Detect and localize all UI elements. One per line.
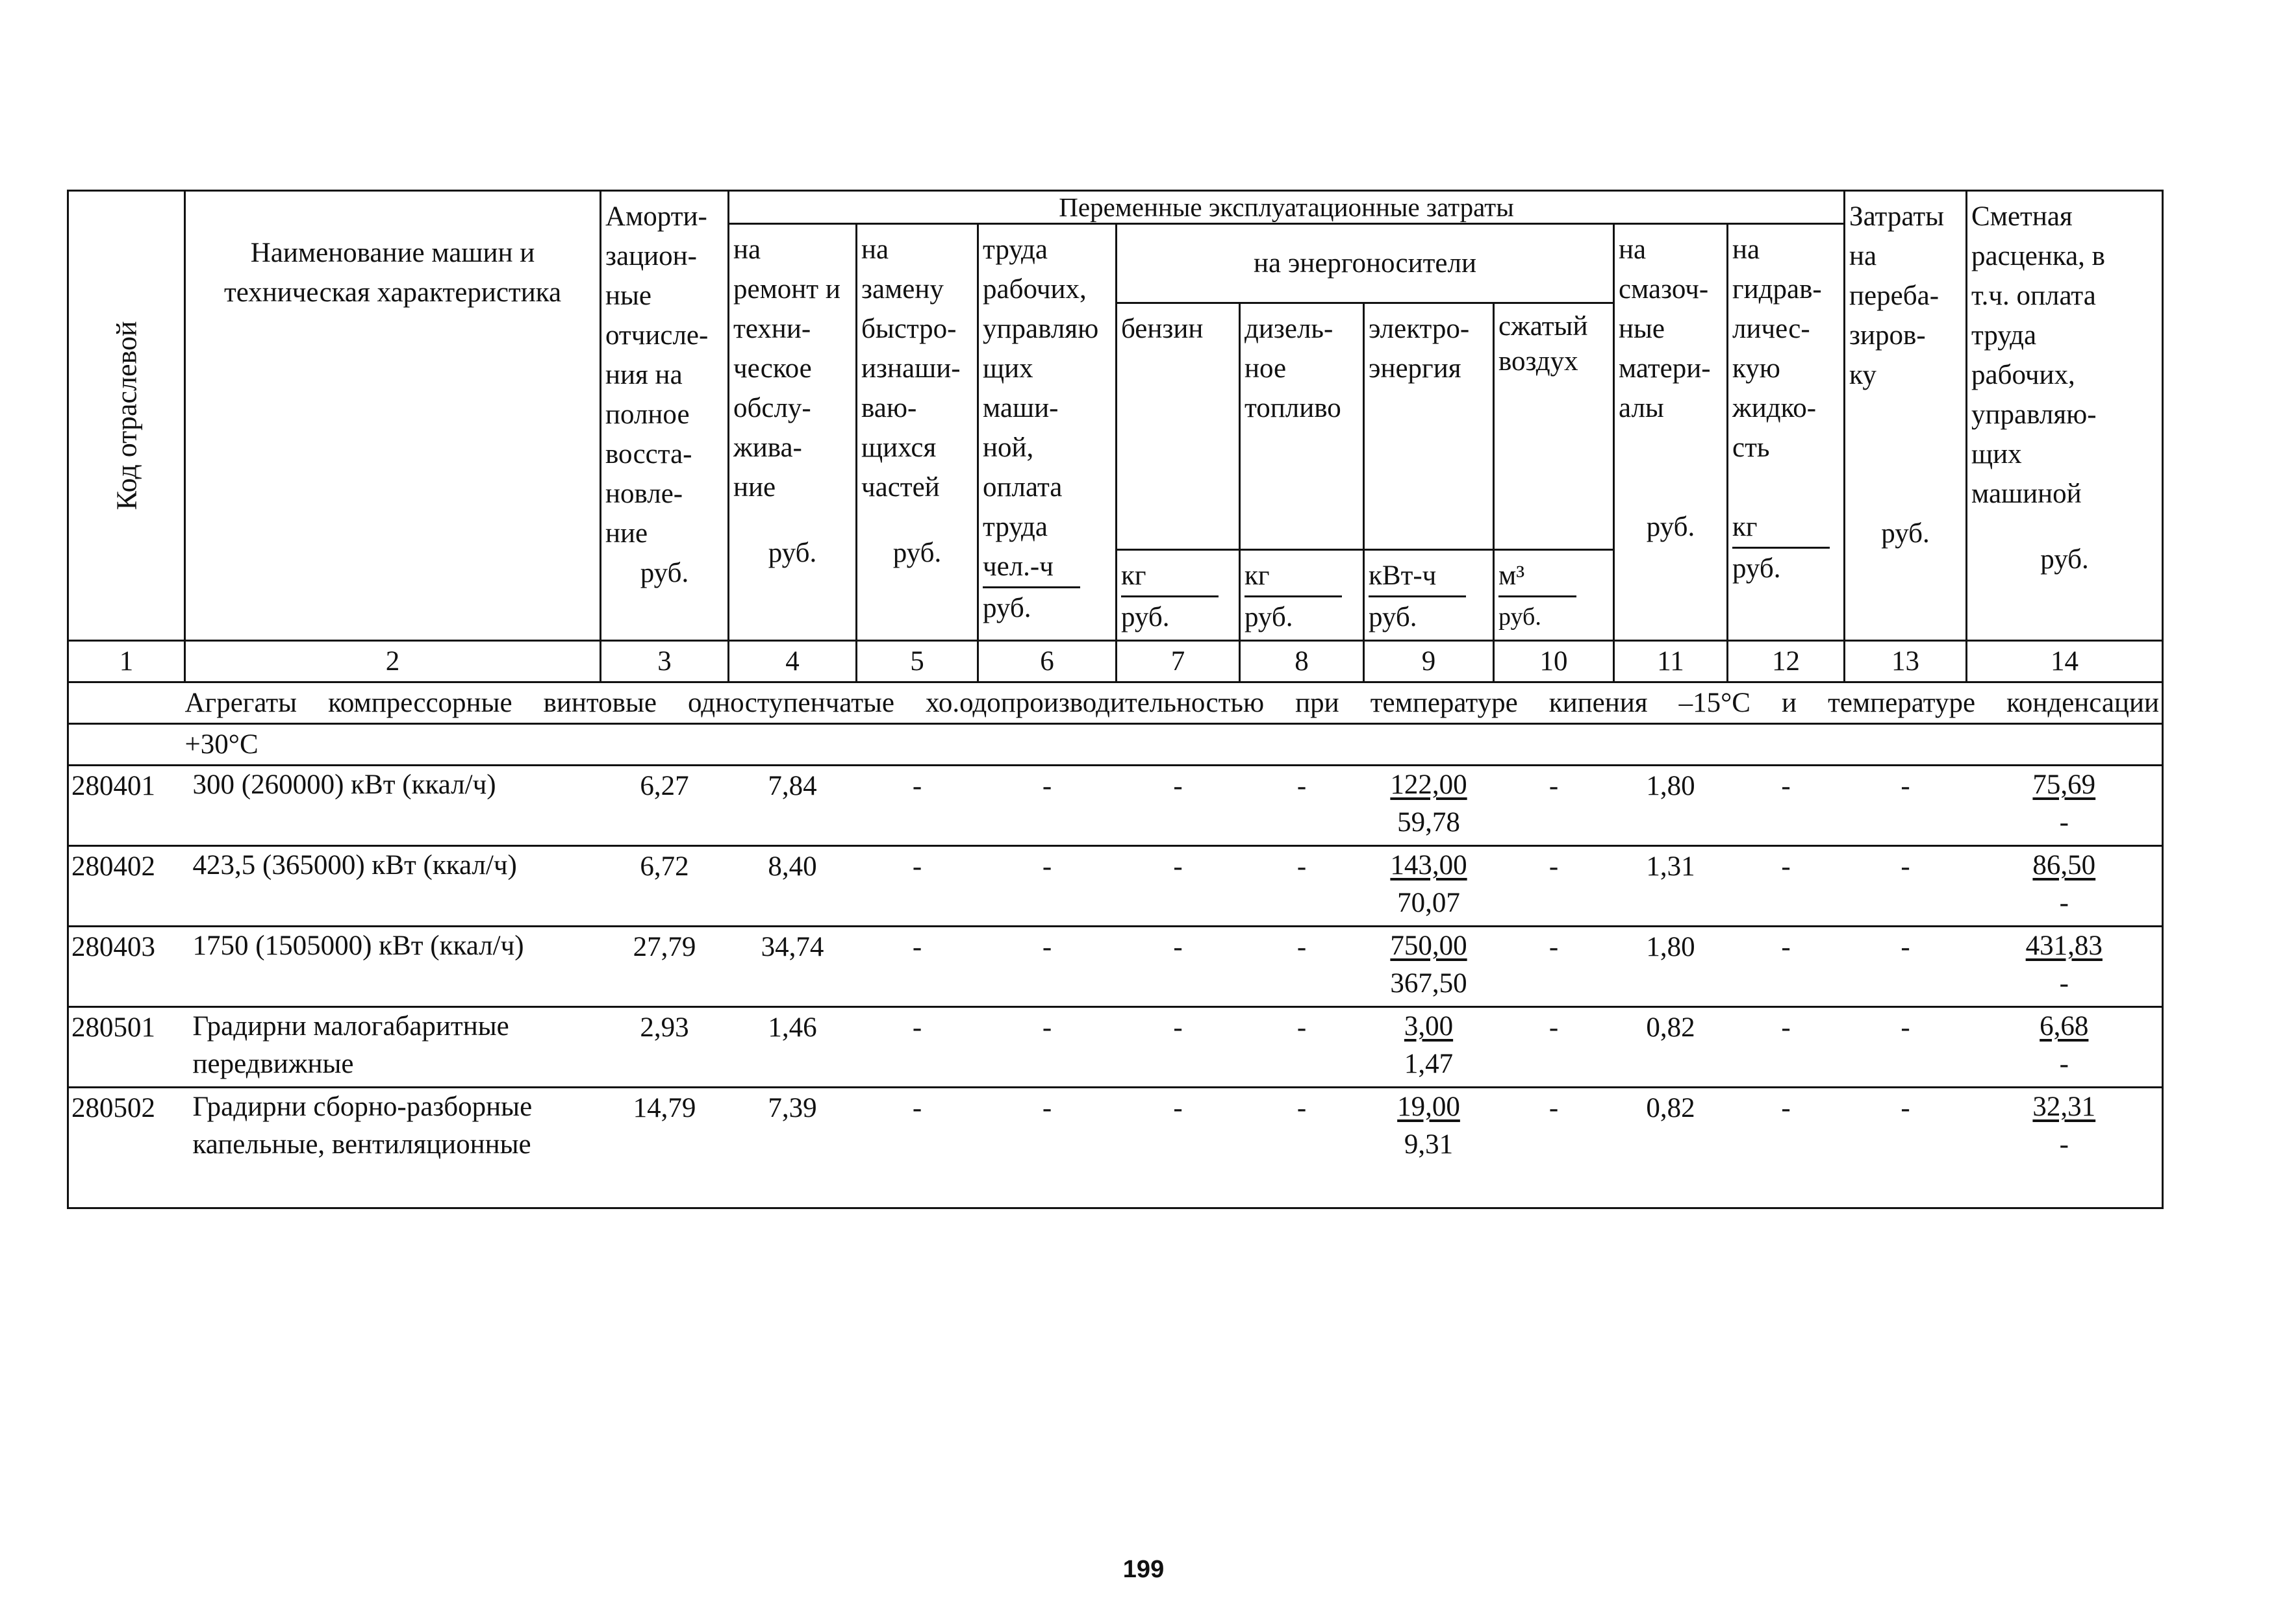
column-number: 13 <box>1845 641 1967 682</box>
header-labor-line: рабочих, <box>983 274 1087 305</box>
row-gasoline: - <box>1117 1088 1240 1208</box>
row-labor: - <box>978 1007 1117 1088</box>
row-name <box>185 1007 601 1088</box>
header-amortization-line: ние <box>605 518 648 549</box>
estimate-fraction <box>2040 1008 2088 1083</box>
row-compressed-air: - <box>1494 766 1614 846</box>
header-compressed-air-unit-top-text: м³ <box>1498 556 1576 597</box>
header-relocation-line: переба- <box>1849 281 1940 311</box>
page-number: 199 <box>1122 1556 1165 1583</box>
header-electricity-unit-bottom: руб. <box>1369 602 1417 632</box>
header-energy-title: на энергоносители <box>1117 224 1614 303</box>
header-repair-line: ремонт и <box>733 274 840 305</box>
header-amortization-line <box>605 355 724 395</box>
header-estimate-line: управляю- <box>1971 399 2097 430</box>
column-number: 8 <box>1240 641 1364 682</box>
group-title-line2: +30°С <box>184 729 259 760</box>
row-repair: 7,39 <box>729 1088 857 1208</box>
row-compressed-air: - <box>1494 846 1614 927</box>
header-gasoline-units <box>1117 550 1240 641</box>
row-amortization: 2,93 <box>601 1007 729 1088</box>
group-title-line1: Агрегаты компрессорные винтовые одноступенчатые хо.одопроизводительностью при температуре кипения –15°С и температуре конденсации <box>184 688 2160 718</box>
header-hydraulic-unit-bottom: руб. <box>1732 553 1781 584</box>
row-labor: - <box>978 927 1117 1007</box>
header-relocation-line: Затраты <box>1849 201 1945 232</box>
header-lubricants-unit: руб. <box>1646 512 1695 542</box>
electricity-kwh: 3,00 <box>1404 1011 1454 1042</box>
row-name-line: передвижные <box>192 1049 354 1079</box>
header-amortization-line: Аморти- <box>605 201 707 232</box>
row-code: 280403 <box>68 927 185 1007</box>
row-name <box>185 927 601 1007</box>
header-labor-unit-top-text: чел.-ч <box>983 547 1080 588</box>
header-name-line: техническая характеристика <box>223 277 562 308</box>
header-repair-line: на <box>733 234 761 265</box>
row-parts: - <box>857 1007 978 1088</box>
row-code: 280401 <box>68 766 185 846</box>
table-row <box>68 766 2163 846</box>
header-relocation-cell <box>1845 191 1967 641</box>
electricity-fraction <box>1390 847 1467 922</box>
header-repair-line: ческое <box>733 353 812 384</box>
row-parts: - <box>857 766 978 846</box>
header-amortization-unit: руб. <box>640 558 689 588</box>
row-lubricants: 1,80 <box>1614 927 1728 1007</box>
header-labor-line: маши- <box>983 393 1059 423</box>
machine-cost-table <box>67 190 2164 1209</box>
row-amortization: 6,72 <box>601 846 729 927</box>
row-name-line: 1750 (1505000) кВт (ккал/ч) <box>192 931 524 961</box>
row-amortization: 14,79 <box>601 1088 729 1208</box>
electricity-fraction <box>1390 927 1467 1003</box>
estimate-labor: - <box>2059 1129 2069 1160</box>
estimate-fraction <box>2032 847 2095 922</box>
estimate-labor: - <box>2059 888 2069 918</box>
estimate-total: 32,31 <box>2032 1092 2096 1122</box>
header-lubricants-cell <box>1614 224 1728 641</box>
header-parts-line: частей <box>861 472 940 503</box>
row-gasoline: - <box>1117 846 1240 927</box>
row-compressed-air: - <box>1494 1088 1614 1208</box>
header-amortization-line: полное <box>605 399 690 430</box>
estimate-labor: - <box>2059 807 2069 838</box>
header-hydraulic-unit-top-text: кг <box>1732 507 1830 549</box>
header-labor-line: оплата <box>983 472 1063 503</box>
row-electricity <box>1364 1088 1494 1208</box>
header-gasoline-cell <box>1117 303 1240 550</box>
header-relocation-line: ку <box>1849 360 1876 390</box>
header-compressed-air-unit-top <box>1498 556 1609 597</box>
electricity-rub: 1,47 <box>1404 1049 1454 1079</box>
header-gasoline-unit-bottom: руб. <box>1121 602 1170 632</box>
table-row <box>68 927 2163 1007</box>
row-relocation: - <box>1845 1088 1967 1208</box>
estimate-labor: - <box>2059 1049 2069 1079</box>
header-electricity-unit-top <box>1369 556 1489 597</box>
estimate-fraction <box>2026 927 2103 1003</box>
header-diesel-units <box>1240 550 1364 641</box>
row-electricity <box>1364 927 1494 1007</box>
header-relocation-line: на <box>1849 241 1877 271</box>
header-repair-line: обслу- <box>733 393 811 423</box>
row-hydraulic: - <box>1728 1007 1845 1088</box>
header-electricity-line: энергия <box>1369 353 1461 384</box>
header-name-cell <box>185 191 601 641</box>
column-number: 7 <box>1117 641 1240 682</box>
estimate-total: 75,69 <box>2032 769 2096 800</box>
header-compressed-air-line: сжатый <box>1498 311 1588 342</box>
estimate-labor: - <box>2059 968 2069 999</box>
row-estimate <box>1967 766 2163 846</box>
estimate-total: 6,68 <box>2040 1011 2089 1042</box>
row-diesel: - <box>1240 927 1364 1007</box>
row-compressed-air: - <box>1494 1007 1614 1088</box>
row-code: 280402 <box>68 846 185 927</box>
row-hydraulic: - <box>1728 766 1845 846</box>
header-gasoline-line: бензин <box>1121 314 1204 344</box>
group-header-spacer <box>68 682 185 724</box>
header-labor-line: труда <box>983 234 1048 265</box>
electricity-rub: 367,50 <box>1390 968 1467 999</box>
electricity-kwh: 750,00 <box>1390 931 1467 961</box>
column-number: 14 <box>1967 641 2163 682</box>
header-variable-costs-title: Переменные эксплуатационные затраты <box>729 191 1845 224</box>
row-parts: - <box>857 1088 978 1208</box>
header-parts-line: быстро- <box>861 314 957 344</box>
row-relocation: - <box>1845 766 1967 846</box>
row-hydraulic: - <box>1728 927 1845 1007</box>
row-repair: 8,40 <box>729 846 857 927</box>
header-relocation-line: зиров- <box>1849 320 1926 351</box>
estimate-total: 86,50 <box>2032 850 2096 881</box>
header-estimate-line: расценка, в <box>1971 241 2105 271</box>
row-name <box>185 1088 601 1208</box>
table-row <box>68 1007 2163 1088</box>
header-amortization-line: восста- <box>605 439 692 469</box>
group-header-title <box>185 682 2163 724</box>
header-diesel-line: ное <box>1245 353 1287 384</box>
estimate-total: 431,83 <box>2025 931 2103 961</box>
header-amortization-cell <box>601 191 729 641</box>
header-amortization-line: ные <box>605 281 651 311</box>
row-gasoline: - <box>1117 927 1240 1007</box>
header-estimate-line: щих <box>1971 439 2022 469</box>
row-estimate <box>1967 927 2163 1007</box>
header-gasoline-unit-top <box>1121 556 1235 597</box>
header-amortization-line: новле- <box>605 479 683 509</box>
header-electricity-cell <box>1364 303 1494 550</box>
row-lubricants: 0,82 <box>1614 1088 1728 1208</box>
electricity-kwh: 143,00 <box>1390 850 1467 881</box>
header-repair-unit: руб. <box>768 538 817 568</box>
header-estimate-line: рабочих, <box>1971 360 2075 390</box>
header-estimate-line: труда <box>1971 320 2037 351</box>
header-parts-unit: руб. <box>892 538 942 568</box>
row-electricity <box>1364 766 1494 846</box>
header-parts-line: ваю- <box>861 393 917 423</box>
header-hydraulic-line: сть <box>1732 432 1770 463</box>
header-parts-line: замену <box>861 274 944 305</box>
row-diesel: - <box>1240 766 1364 846</box>
electricity-kwh: 122,00 <box>1390 769 1467 800</box>
header-relocation-unit: руб. <box>1881 518 1930 549</box>
header-parts-line: изнаши- <box>861 353 961 384</box>
column-number: 3 <box>601 641 729 682</box>
column-number: 2 <box>185 641 601 682</box>
column-number: 4 <box>729 641 857 682</box>
header-electricity-units <box>1364 550 1494 641</box>
header-repair-line: жива- <box>733 432 802 463</box>
header-labor-line: управляю <box>983 314 1099 344</box>
header-hydraulic-unit-top <box>1732 507 1839 549</box>
electricity-rub: 59,78 <box>1397 807 1460 838</box>
row-relocation: - <box>1845 846 1967 927</box>
row-repair: 1,46 <box>729 1007 857 1088</box>
header-estimate-line: Сметная <box>1971 201 2073 232</box>
group-header-row <box>68 682 2163 724</box>
row-name-line: Градирни малогабаритные <box>192 1011 509 1042</box>
header-labor-line: ной, <box>983 432 1034 463</box>
header-hydraulic-cell <box>1728 224 1845 641</box>
header-gasoline-unit-top-text: кг <box>1121 556 1219 597</box>
header-hydraulic-line: кую <box>1732 353 1780 384</box>
header-labor-line: щих <box>983 353 1033 384</box>
header-labor-unit-bottom: руб. <box>983 593 1031 623</box>
row-parts: - <box>857 846 978 927</box>
header-compressed-air-line: воздух <box>1498 346 1578 377</box>
header-estimate-unit: руб. <box>2040 544 2089 575</box>
row-labor: - <box>978 1088 1117 1208</box>
header-electricity-line: электро- <box>1369 314 1470 344</box>
estimate-fraction <box>2032 1088 2095 1164</box>
row-amortization: 6,27 <box>601 766 729 846</box>
row-code: 280501 <box>68 1007 185 1088</box>
row-name-line: 423,5 (365000) кВт (ккал/ч) <box>192 850 517 881</box>
header-lubricants-line: алы <box>1619 393 1664 423</box>
row-name-line: 300 (260000) кВт (ккал/ч) <box>192 769 496 800</box>
row-electricity <box>1364 846 1494 927</box>
header-parts-line: на <box>861 234 889 265</box>
group-header-row2 <box>68 724 2163 766</box>
header-labor-line: труда <box>983 512 1048 542</box>
row-estimate <box>1967 1007 2163 1088</box>
header-estimate-line: т.ч. оплата <box>1971 281 2096 311</box>
header-compressed-air-unit-bottom: руб. <box>1498 603 1541 631</box>
column-number: 6 <box>978 641 1117 682</box>
header-repair-line: ние <box>733 472 776 503</box>
column-number: 11 <box>1614 641 1728 682</box>
document-table-area <box>67 190 2162 1209</box>
header-diesel-line: дизель- <box>1245 314 1333 344</box>
row-repair: 7,84 <box>729 766 857 846</box>
column-number: 5 <box>857 641 978 682</box>
header-labor-cell <box>978 224 1117 641</box>
column-number-row <box>68 641 2163 682</box>
electricity-fraction <box>1390 766 1467 842</box>
electricity-rub: 9,31 <box>1404 1129 1454 1160</box>
header-hydraulic-line: на <box>1732 234 1760 265</box>
header-electricity-unit-top-text: кВт-ч <box>1369 556 1466 597</box>
header-lubricants-line: на <box>1619 234 1647 265</box>
row-hydraulic: - <box>1728 1088 1845 1208</box>
row-diesel: - <box>1240 1007 1364 1088</box>
electricity-rub: 70,07 <box>1397 888 1460 918</box>
row-labor: - <box>978 846 1117 927</box>
row-diesel: - <box>1240 1088 1364 1208</box>
header-amortization-line: зацион- <box>605 241 697 271</box>
row-labor: - <box>978 766 1117 846</box>
header-lubricants-line: смазоч- <box>1619 274 1709 305</box>
header-hydraulic-line: жидко- <box>1732 393 1817 423</box>
row-repair: 34,74 <box>729 927 857 1007</box>
header-lubricants-line: ные <box>1619 314 1665 344</box>
electricity-fraction <box>1404 1008 1453 1083</box>
group-header-title2 <box>185 724 2163 766</box>
header-labor-unit-top <box>983 547 1111 588</box>
row-name <box>185 846 601 927</box>
group-header-spacer <box>68 724 185 766</box>
row-hydraulic: - <box>1728 846 1845 927</box>
row-diesel: - <box>1240 846 1364 927</box>
row-relocation: - <box>1845 927 1967 1007</box>
header-lubricants-line: матери- <box>1619 353 1711 384</box>
header-code-cell <box>68 191 185 641</box>
header-diesel-unit-top-text: кг <box>1245 556 1342 597</box>
column-number: 12 <box>1728 641 1845 682</box>
row-name-line: Градирни сборно-разборные <box>192 1092 533 1122</box>
row-amortization: 27,79 <box>601 927 729 1007</box>
table-row <box>68 1088 2163 1208</box>
header-diesel-unit-bottom: руб. <box>1245 602 1293 632</box>
row-compressed-air: - <box>1494 927 1614 1007</box>
row-relocation: - <box>1845 1007 1967 1088</box>
header-amortization-text: ния на <box>605 360 683 390</box>
electricity-kwh: 19,00 <box>1397 1092 1460 1122</box>
column-number: 9 <box>1364 641 1494 682</box>
header-estimate-cell <box>1967 191 2163 641</box>
header-compressed-air-units <box>1494 550 1614 641</box>
column-number: 1 <box>68 641 185 682</box>
header-repair-line: техни- <box>733 314 811 344</box>
table-row <box>68 846 2163 927</box>
header-amortization-line: отчисле- <box>605 320 709 351</box>
row-electricity <box>1364 1007 1494 1088</box>
header-parts-line: щихся <box>861 432 937 463</box>
header-diesel-unit-top <box>1245 556 1359 597</box>
row-name <box>185 766 601 846</box>
row-parts: - <box>857 927 978 1007</box>
header-estimate-line: машиной <box>1971 479 2082 509</box>
header-name-line: Наименование машин и <box>250 238 535 268</box>
header-diesel-cell <box>1240 303 1364 550</box>
row-gasoline: - <box>1117 766 1240 846</box>
row-lubricants: 1,80 <box>1614 766 1728 846</box>
row-code: 280502 <box>68 1088 185 1208</box>
estimate-fraction <box>2032 766 2095 842</box>
header-hydraulic-line: личес- <box>1732 314 1810 344</box>
header-parts-cell <box>857 224 978 641</box>
row-lubricants: 1,31 <box>1614 846 1728 927</box>
header-code-vertical: Код отраслевой <box>110 321 142 510</box>
row-estimate <box>1967 846 2163 927</box>
row-lubricants: 0,82 <box>1614 1007 1728 1088</box>
row-name-line: капельные, вентиляционные <box>192 1129 531 1160</box>
row-estimate <box>1967 1088 2163 1208</box>
row-gasoline: - <box>1117 1007 1240 1088</box>
electricity-fraction <box>1397 1088 1460 1164</box>
header-repair-cell <box>729 224 857 641</box>
header-diesel-line: топливо <box>1245 393 1341 423</box>
header-hydraulic-line: гидрав- <box>1732 274 1822 305</box>
column-number: 10 <box>1494 641 1614 682</box>
header-compressed-air-cell <box>1494 303 1614 550</box>
